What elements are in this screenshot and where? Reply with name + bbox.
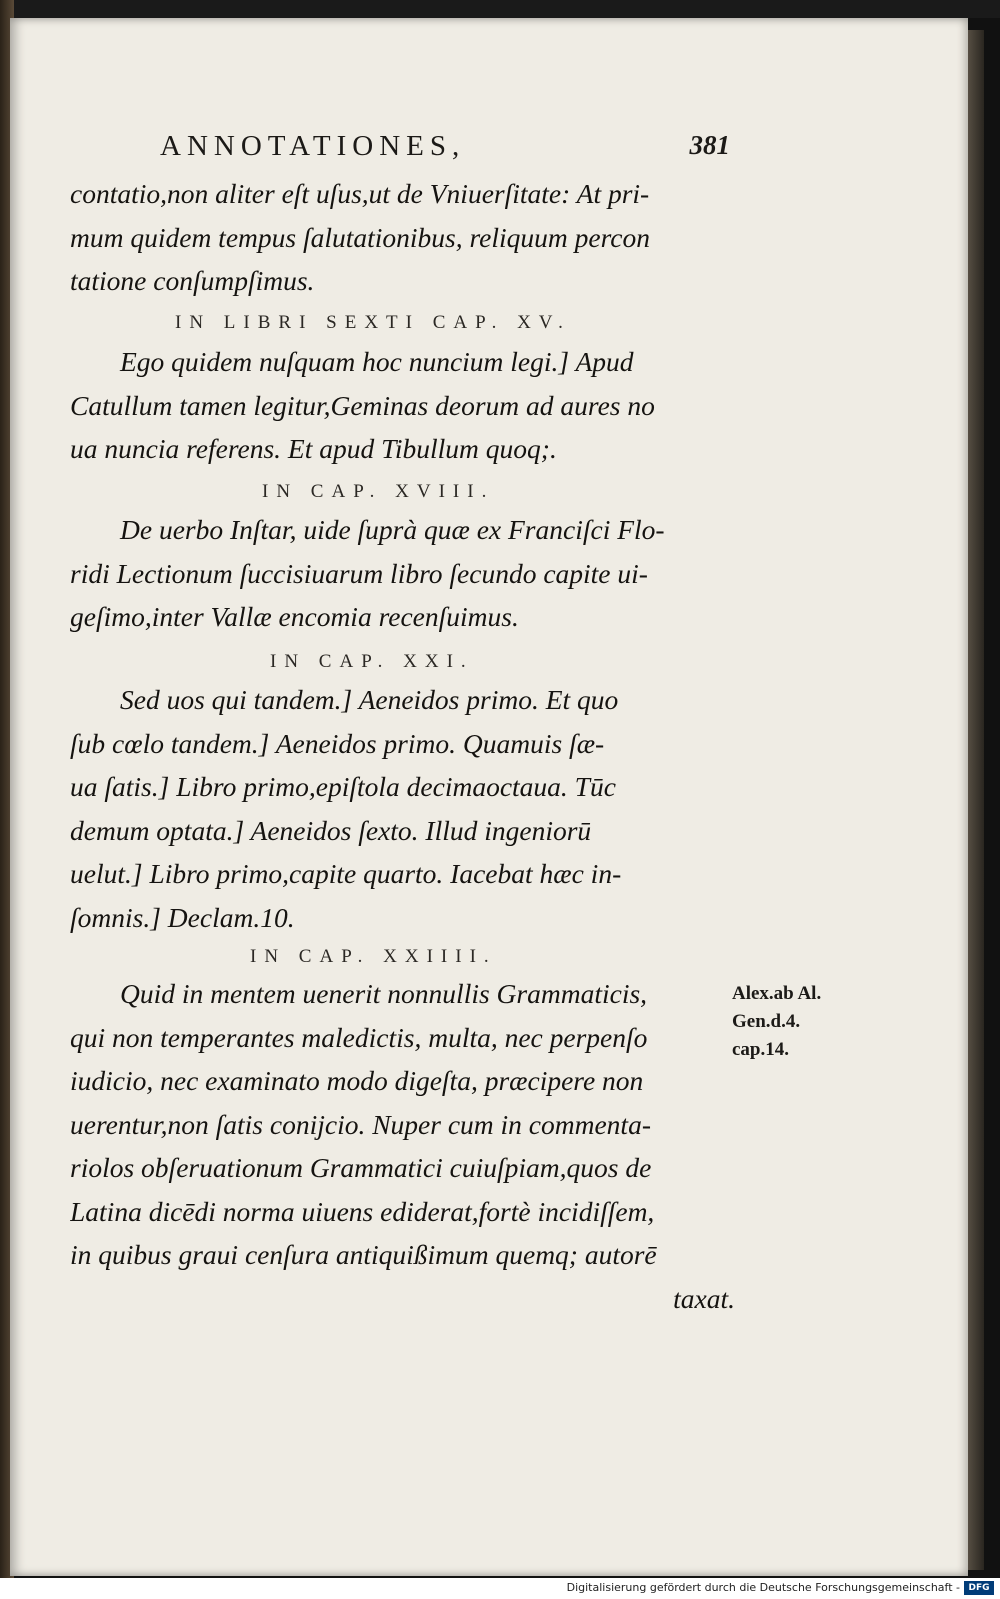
text-line: Sed uos qui tandem.] Aeneidos primo. Et quo <box>120 684 619 715</box>
text-line: ſub cœlo tandem.] Aeneidos primo. Quamuis ſæ- <box>70 727 605 759</box>
margin-note-line: Gen.d.4. <box>732 1011 801 1032</box>
paragraph-4 <box>70 678 735 939</box>
page-edge <box>966 30 984 1570</box>
section-heading: IN CAP. XXI. <box>270 651 474 672</box>
text-line: qui non temperantes maledictis, multa, nec perpenſo <box>70 1021 648 1053</box>
section-heading: IN CAP. XVIII. <box>262 481 495 502</box>
text-line: Ego quidem nuſquam hoc nuncium legi.] Apud <box>120 346 634 377</box>
margin-note <box>732 980 821 1064</box>
scan-background-top <box>0 0 1000 18</box>
text-line: demum optata.] Aeneidos ſexto. Illud ingeniorū <box>70 814 592 846</box>
text-line: iudicio, nec examinato modo digeſta, præcipere non <box>70 1065 644 1096</box>
text-line: uerentur,non ſatis conijcio. Nuper cum in commenta- <box>70 1108 651 1140</box>
text-line: Quid in mentem uenerit nonnullis Grammaticis, <box>120 978 648 1009</box>
text-line: in quibus graui cenſura antiquißimum quemq; autorē <box>70 1239 657 1270</box>
paragraph-3 <box>70 508 735 639</box>
margin-note-line: Alex.ab Al. <box>732 983 822 1004</box>
dfg-logo[interactable]: DFG <box>964 1581 994 1595</box>
text-line: Latina dicēdi norma uiuens ediderat,fortè incidiſſem, <box>70 1195 655 1227</box>
text-line: ua ſatis.] Libro primo,epiſtola decimaoctaua. Tūc <box>70 771 616 802</box>
paragraph-5 <box>70 972 735 1320</box>
footer-credit: Digitalisierung gefördert durch die Deutsche Forschungsgemeinschaft - <box>566 1581 960 1594</box>
text-line: uelut.] Libro primo,capite quarto. Iacebat hæc in- <box>70 858 622 889</box>
margin-note-line: cap.14. <box>732 1039 789 1060</box>
catchword: taxat. <box>673 1282 735 1314</box>
page-header <box>160 130 730 170</box>
running-head: ANNOTATIONES, <box>160 130 466 162</box>
text-line: geſimo,inter Vallæ encomia recenſuimus. <box>70 601 519 632</box>
text-line: mum quidem tempus ſalutationibus, reliquum percon <box>70 221 650 253</box>
page-number: 381 <box>689 130 730 160</box>
text-line: De uerbo Inſtar, uide ſuprà quæ ex Franciſci Flo- <box>120 514 665 545</box>
text-line: ſomnis.] Declam.10. <box>70 901 295 933</box>
paragraph-1 <box>70 172 735 303</box>
paragraph-2 <box>70 340 735 471</box>
text-line: tatione conſumpſimus. <box>70 265 315 296</box>
text-line: Catullum tamen legitur,Geminas deorum ad aures no <box>70 389 655 421</box>
text-line: ua nuncia referens. Et apud Tibullum quoq;. <box>70 433 557 464</box>
section-heading: IN LIBRI SEXTI CAP. XV. <box>175 312 571 333</box>
text-line: ridi Lectionum ſuccisiuarum libro ſecundo capite ui- <box>70 557 648 589</box>
text-line: contatio,non aliter eſt uſus,ut de Vniuerſitate: At pri- <box>70 178 650 209</box>
footer-bar <box>0 1578 1000 1599</box>
text-line: riolos obſeruationum Grammatici cuiuſpiam,quos de <box>70 1152 652 1183</box>
section-heading: IN CAP. XXIIII. <box>250 946 497 967</box>
